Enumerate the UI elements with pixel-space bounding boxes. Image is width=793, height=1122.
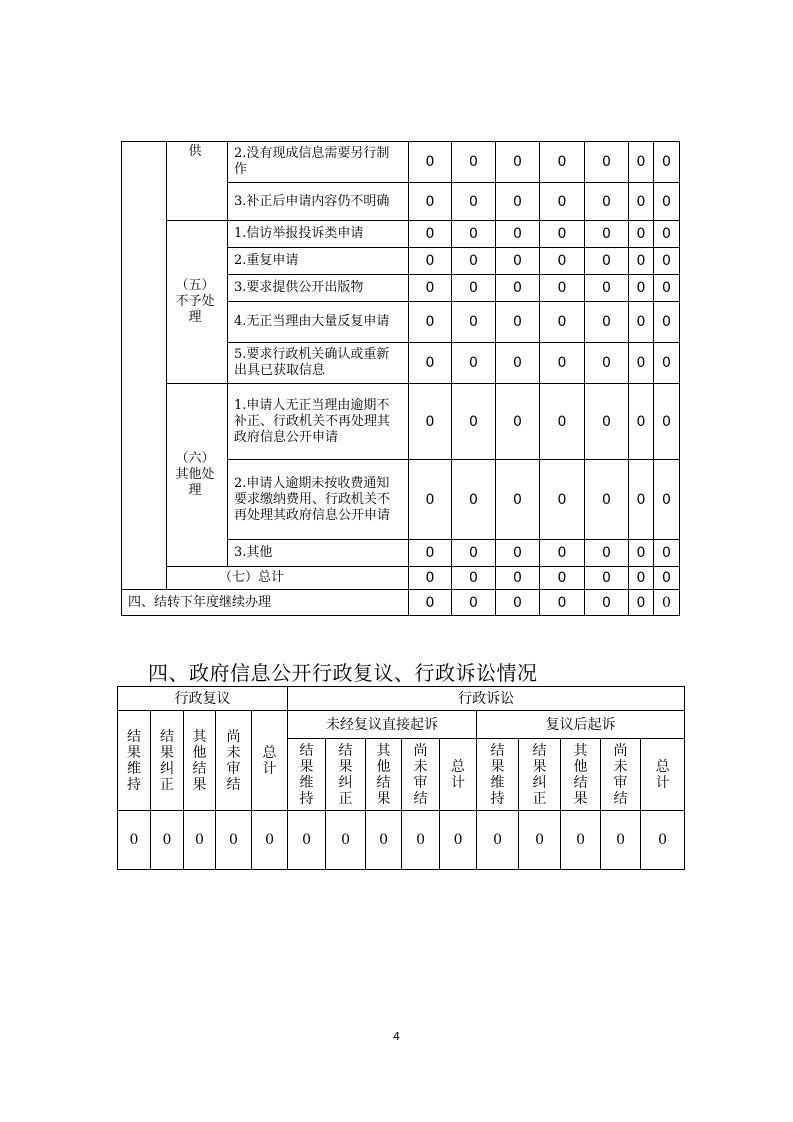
- value-cell: 0: [496, 275, 540, 302]
- value-cell: 0: [654, 343, 680, 384]
- item-label: 3.要求提供公开出版物: [228, 275, 409, 302]
- item-label: 2.重复申请: [228, 248, 409, 275]
- value-cell: 0: [402, 811, 440, 870]
- header-direct-litigation: 未经复议直接起诉: [288, 711, 477, 739]
- col-header: 尚未审结: [613, 742, 628, 807]
- value-cell: 0: [496, 248, 540, 275]
- category-cell: [167, 384, 228, 567]
- carryover-label: 四、结转下年度继续办理: [122, 590, 409, 616]
- value-cell: 0: [629, 275, 654, 302]
- value-cell: 0: [409, 275, 452, 302]
- value-cell: 0: [440, 811, 477, 870]
- value-cell: 0: [654, 302, 680, 343]
- category-cell: [167, 142, 228, 221]
- value-cell: 0: [629, 302, 654, 343]
- value-cell: 0: [496, 384, 540, 460]
- value-cell: 0: [519, 811, 561, 870]
- total-label: （七）总计: [167, 567, 409, 590]
- value-cell: 0: [540, 540, 585, 567]
- header-admin-review: 行政复议: [118, 687, 288, 711]
- col-header: 总计: [655, 758, 670, 791]
- col-header: 尚未审结: [413, 742, 428, 807]
- value-cell: 0: [496, 343, 540, 384]
- col-header: 其他结果: [192, 728, 207, 793]
- value-cell: 0: [151, 811, 184, 870]
- value-cell: 0: [601, 811, 641, 870]
- value-cell: 0: [118, 811, 151, 870]
- value-cell: 0: [409, 248, 452, 275]
- value-cell: 0: [452, 142, 496, 183]
- value-cell: 0: [477, 811, 519, 870]
- value-cell: 0: [654, 275, 680, 302]
- col-header: 结果纠正: [532, 742, 547, 807]
- value-cell: 0: [629, 567, 654, 590]
- value-cell: 0: [585, 343, 629, 384]
- value-cell: 0: [409, 302, 452, 343]
- value-cell: 0: [252, 811, 288, 870]
- value-cell: 0: [409, 590, 452, 616]
- item-label: 5.要求行政机关确认或重新出具已获取信息: [228, 343, 409, 384]
- item-label: 4.无正当理由大量反复申请: [228, 302, 409, 343]
- col-header: 结果维持: [490, 742, 505, 807]
- value-cell: 0: [452, 221, 496, 248]
- value-cell: 0: [629, 221, 654, 248]
- value-cell: 0: [452, 590, 496, 616]
- value-cell: 0: [561, 811, 601, 870]
- carryover-row: [122, 590, 680, 616]
- value-cell: 0: [629, 460, 654, 540]
- value-cell: 0: [409, 460, 452, 540]
- value-cell: 0: [496, 302, 540, 343]
- col-header: 结果维持: [299, 742, 314, 807]
- value-cell: 0: [585, 302, 629, 343]
- value-cell: 0: [326, 811, 366, 870]
- value-cell: 0: [654, 248, 680, 275]
- table-row: [122, 384, 680, 460]
- value-cell: 0: [540, 142, 585, 183]
- value-cell: 0: [496, 142, 540, 183]
- value-cell: 0: [654, 183, 680, 221]
- value-cell: 0: [654, 142, 680, 183]
- total-row: [122, 567, 680, 590]
- value-cell: 0: [654, 590, 680, 616]
- value-cell: 0: [409, 142, 452, 183]
- value-cell: 0: [288, 811, 326, 870]
- value-cell: 0: [585, 248, 629, 275]
- value-cell: 0: [496, 540, 540, 567]
- item-label: 1.申请人无正当理由逾期不补正、行政机关不再处理其政府信息公开申请: [228, 384, 409, 460]
- value-cell: 0: [366, 811, 402, 870]
- value-cell: 0: [629, 590, 654, 616]
- header-admin-litigation: 行政诉讼: [288, 687, 685, 711]
- application-handling-table: [121, 141, 680, 616]
- value-cell: 0: [409, 540, 452, 567]
- value-cell: 0: [540, 343, 585, 384]
- value-cell: 0: [629, 142, 654, 183]
- outer-blank-cell: [122, 142, 167, 590]
- value-cell: 0: [641, 811, 685, 870]
- value-cell: 0: [452, 384, 496, 460]
- value-cell: 0: [496, 590, 540, 616]
- page-number: 4: [393, 1030, 400, 1043]
- value-cell: 0: [496, 221, 540, 248]
- value-cell: 0: [496, 460, 540, 540]
- value-cell: 0: [540, 221, 585, 248]
- value-cell: 0: [452, 248, 496, 275]
- value-cell: 0: [216, 811, 252, 870]
- col-header: 结果维持: [127, 728, 141, 793]
- value-cell: 0: [629, 540, 654, 567]
- value-cell: 0: [184, 811, 216, 870]
- value-cell: 0: [409, 183, 452, 221]
- value-cell: 0: [585, 540, 629, 567]
- value-cell: 0: [540, 183, 585, 221]
- category-label: 供: [188, 144, 202, 159]
- category-cell: [167, 221, 228, 384]
- item-label: 2.没有现成信息需要另行制作: [228, 142, 409, 183]
- value-cell: 0: [629, 248, 654, 275]
- value-cell: 0: [585, 183, 629, 221]
- value-cell: 0: [585, 221, 629, 248]
- item-label: 3.其他: [228, 540, 409, 567]
- col-header: 其他结果: [573, 742, 588, 807]
- section-title: 四、政府信息公开行政复议、行政诉讼情况: [148, 661, 538, 685]
- value-cell: 0: [654, 460, 680, 540]
- value-cell: 0: [585, 142, 629, 183]
- value-cell: 0: [409, 221, 452, 248]
- value-cell: 0: [452, 460, 496, 540]
- col-header: 总计: [262, 744, 277, 777]
- col-header: 总计: [451, 758, 466, 791]
- value-cell: 0: [452, 567, 496, 590]
- value-cell: 0: [452, 343, 496, 384]
- value-cell: 0: [629, 183, 654, 221]
- value-cell: 0: [409, 567, 452, 590]
- value-cell: 0: [585, 460, 629, 540]
- value-cell: 0: [540, 590, 585, 616]
- item-label: 2.申请人逾期未按收费通知要求缴纳费用、行政机关不再处理其政府信息公开申请: [228, 460, 409, 540]
- value-cell: 0: [629, 343, 654, 384]
- col-header: 尚未审结: [226, 728, 241, 793]
- header-after-review-litigation: 复议后起诉: [477, 711, 685, 739]
- value-cell: 0: [496, 183, 540, 221]
- value-cell: 0: [629, 384, 654, 460]
- table-row: [122, 142, 680, 183]
- value-cell: 0: [540, 567, 585, 590]
- item-label: 3.补正后申请内容仍不明确: [228, 183, 409, 221]
- value-cell: 0: [540, 384, 585, 460]
- value-cell: 0: [540, 460, 585, 540]
- value-cell: 0: [540, 302, 585, 343]
- value-cell: 0: [540, 248, 585, 275]
- value-cell: 0: [585, 590, 629, 616]
- category-label: （五）不予处理: [175, 278, 215, 325]
- value-cell: 0: [452, 183, 496, 221]
- col-header: 结果纠正: [160, 728, 174, 793]
- col-header: 其他结果: [376, 742, 391, 807]
- value-cell: 0: [540, 275, 585, 302]
- value-cell: 0: [452, 540, 496, 567]
- value-cell: 0: [496, 567, 540, 590]
- col-header: 结果纠正: [338, 742, 353, 807]
- value-cell: 0: [585, 384, 629, 460]
- value-cell: 0: [585, 275, 629, 302]
- table-row: [122, 221, 680, 248]
- value-cell: 0: [654, 540, 680, 567]
- item-label: 1.信访举报投诉类申请: [228, 221, 409, 248]
- review-litigation-table: [117, 686, 685, 870]
- value-cell: 0: [585, 567, 629, 590]
- value-cell: 0: [409, 343, 452, 384]
- category-label: （六）其他处理: [175, 451, 215, 498]
- value-cell: 0: [654, 384, 680, 460]
- value-cell: 0: [654, 221, 680, 248]
- value-cell: 0: [409, 384, 452, 460]
- value-cell: 0: [452, 302, 496, 343]
- value-cell: 0: [654, 567, 680, 590]
- value-cell: 0: [452, 275, 496, 302]
